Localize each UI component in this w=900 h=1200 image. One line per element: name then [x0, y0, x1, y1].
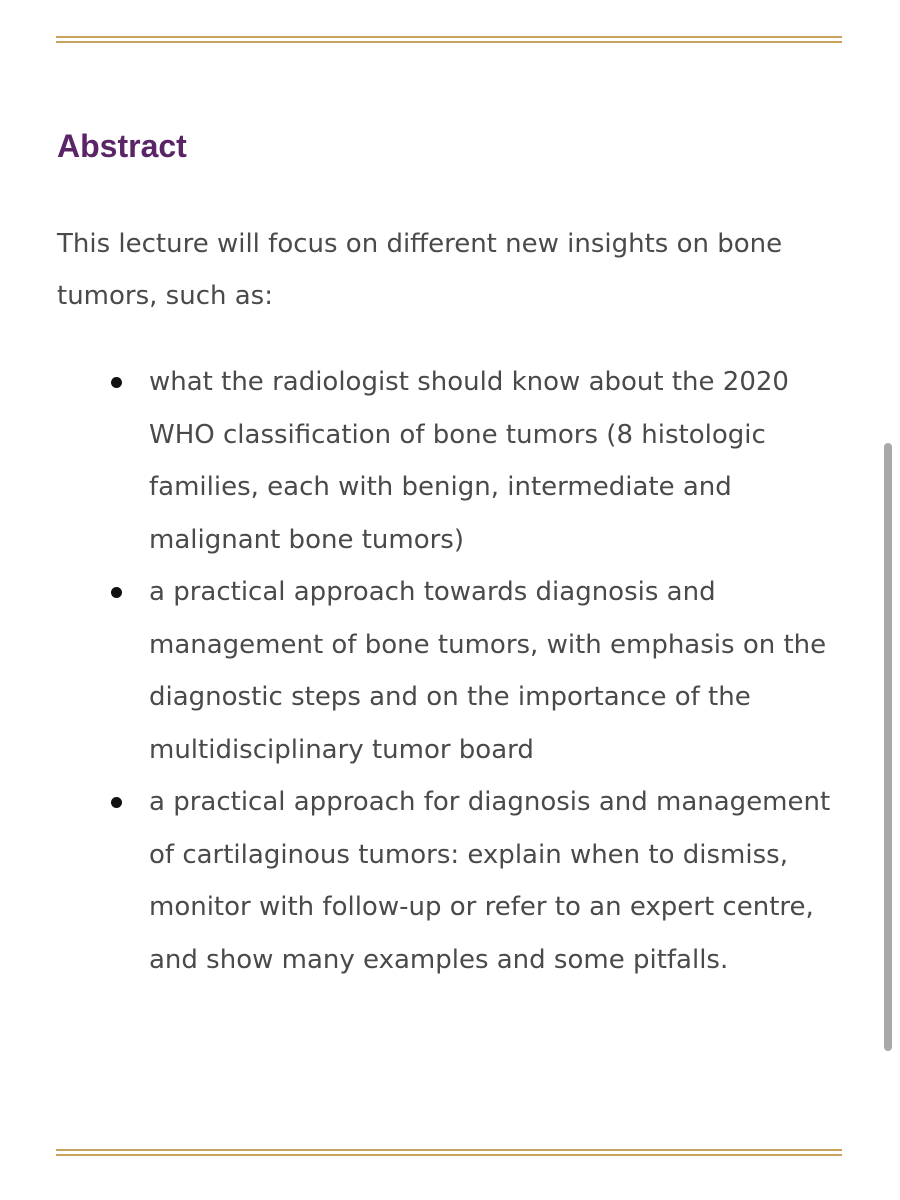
list-item: [0, 566, 900, 776]
list-item: [0, 356, 900, 566]
bullet-icon: [111, 587, 122, 598]
list-item-text: what the radiologist should know about the 2020 WHO classification of bone tumors (8 histologic families, each with benign, intermediate and malignant bone tumors): [149, 367, 789, 555]
bullet-icon: [111, 797, 122, 808]
list-item-text: a practical approach for diagnosis and management of cartilaginous tumors: explain when to dismiss, monitor with follow-up or refer to an expert centre, and show many examples and some pitfalls.: [149, 787, 831, 975]
list-item: [0, 776, 900, 986]
abstract-intro: This lecture will focus on different new insights on bone tumors, such as:: [57, 229, 783, 311]
bottom-divider: [56, 1149, 842, 1156]
top-divider: [56, 36, 842, 43]
list-item-text: a practical approach towards diagnosis and management of bone tumors, with emphasis on the diagnostic steps and on the importance of the multidisciplinary tumor board: [149, 577, 827, 765]
abstract-heading: Abstract: [57, 128, 187, 164]
bullet-icon: [111, 377, 122, 388]
topic-list: [0, 356, 900, 986]
vertical-scrollbar[interactable]: [884, 443, 892, 1051]
